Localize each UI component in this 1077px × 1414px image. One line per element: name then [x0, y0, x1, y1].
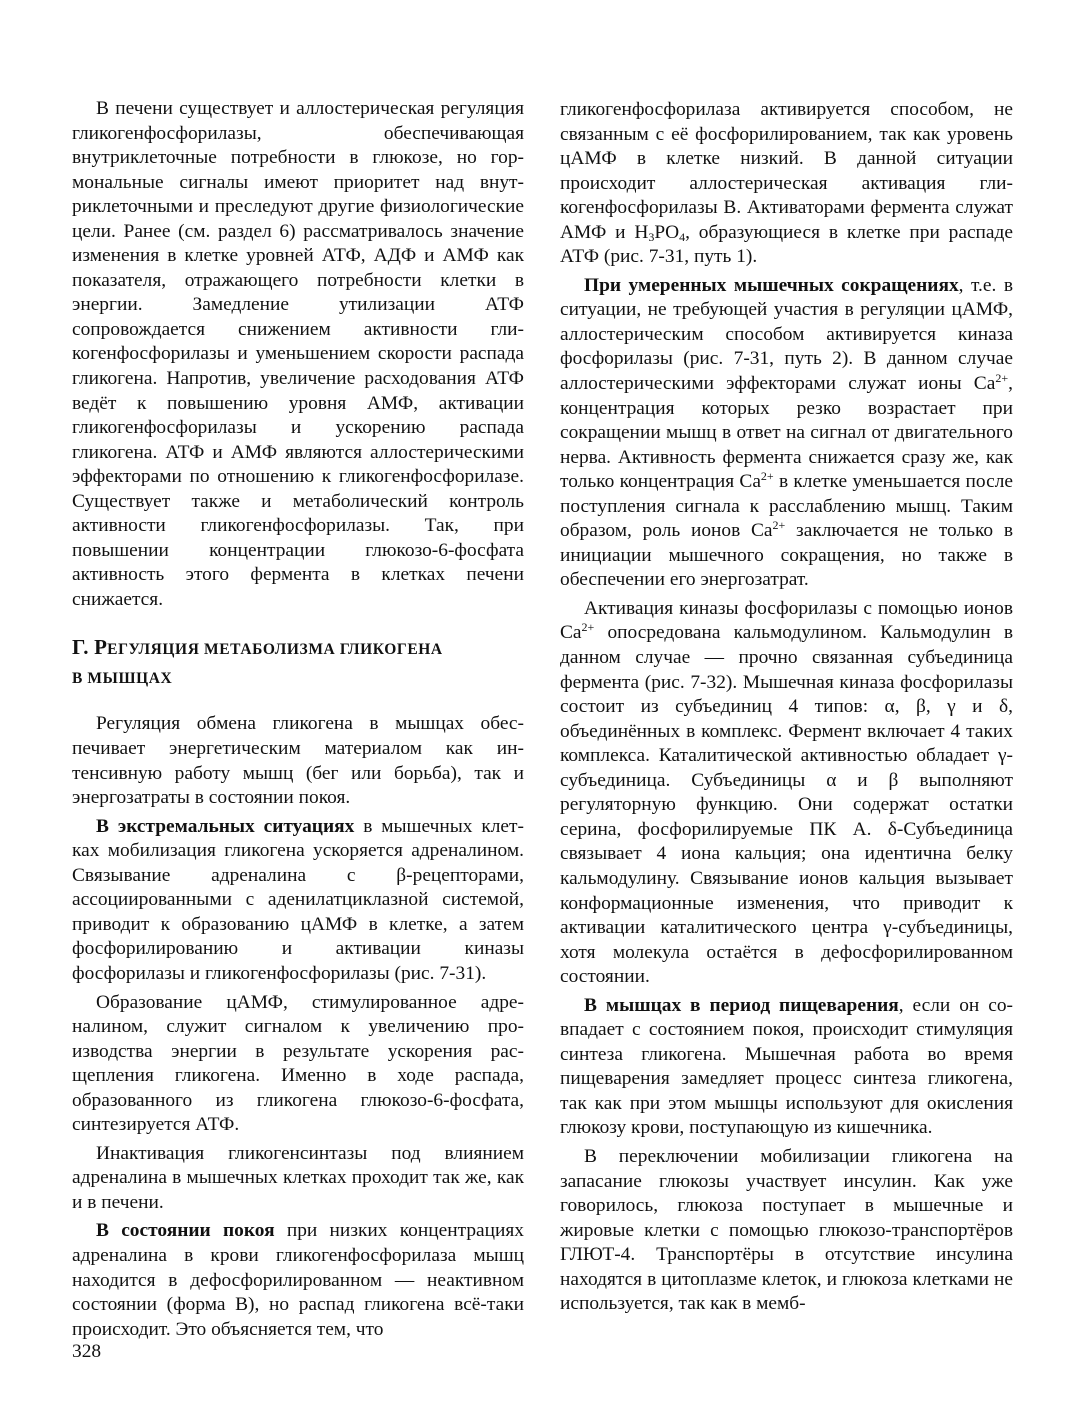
paragraph: В экстремальных ситуациях в мышечных клетках мобилизация гликогена ускоряется адреналином. Связывание адреналина с β-рецепторами, ассоциированными с аденилатциклазной системой, приводит к образованию цАМФ в клетке, а затем фосфорилированию и активации киназы фосфорилазы и гликогенфосфорилазы (рис. 7-31).: [72, 815, 524, 984]
paragraph: Регуляция обмена гликогена в мышцах обеспечивает энергетическим материалом как интенсивную работу мышц (бег или борьба), так и энергозатраты в состоянии покоя.: [72, 713, 524, 809]
page-number: 328: [72, 1341, 102, 1362]
paragraph: Образование цАМФ, стимулированное адреналином, служит сигналом к увеличению производства энергии в результате ускорения расщепления гликогена. Именно в ходе распада, образованного из гликогена глюкозо-6-фосфата, синтезируется АТФ.: [72, 991, 524, 1136]
paragraph: гликогенфосфорилаза активируется способом, не связанным с её фосфорилированием, так как уровень цАМФ в клетке низкий. В данной ситуации происходит аллостерическая активация гликогенфосфорилазы В. Активаторами фермента служат АМФ и $H_3PO_4$, образующиеся в клетке при распаде АТФ (рис. 7-31, путь 1).: [560, 99, 1014, 268]
section-heading: Г. РЕГУЛЯЦИЯ МЕТАБОЛИЗМА ГЛИКОГЕНА В МЫШЦАХ: [72, 635, 443, 688]
paragraph: В печени существует и аллостерическая регуляция гликогенфосфорилазы, обеспечивающая внутриклеточные потребности в глюкозе, но гормональные сигналы имеют приоритет над внутриклеточными и преследуют другие физиологические цели. Ранее (см. раздел 6) рассматривалось значение изменения в клетке уровней АТФ, АДФ и АМФ как показателя, отражающего потребности клетки в энергии. Замедление утилизации АТФ сопровождается снижением активности гликогенфосфорилазы и уменьшением скорости распада гликогена. Напротив, увеличение расходования АТФ ведёт к повышению уровня АМФ, активации гликогенфосфорилазы и ускорению распада гликогена. АТФ и АМФ являются аллостерическими эффекторами по отношению к гликогенфосфорилазе. Существует также и метаболический контроль активности гликогенфосфорилазы. Так, при повышении концентрации глюкозо-6-фосфата активность этого фермента в клетках печени снижается.: [72, 98, 524, 610]
paragraph: В состоянии покоя при низких концентрациях адреналина в крови гликогенфосфорилаза мышц находится в дефосфорилированном — неактивном состоянии (форма В), но распад гликогена всё-таки происходит. Это объясняется тем, что: [72, 1220, 524, 1340]
paragraph: В переключении мобилизации гликогена на запасание глюкозы участвует инсулин. Как уже говорилось, глюкоза поступает в мышечные и жировые клетки с помощью глюкозо-транспортёров ГЛЮТ-4. Транспортёры в отсутствие инсулина находятся в цитоплазме клеток, и глюкоза клетками не используется, так как в мемб-: [560, 1145, 1013, 1315]
paragraph: В мышцах в период пищеварения, если он совпадает с состоянием покоя, происходит стимуляция синтеза гликогена. Мышечная работа во время пищеварения замедляет процесс синтеза гликогена, так как при этом мышцы используют для окисления глюкозу крови, поступающую из кишечника.: [560, 994, 1013, 1139]
paragraph: При умеренных мышечных сокращениях, т.е. в ситуации, не требующей участия в регуляции цАМФ, аллостерическим способом активируется киназа фосфорилазы (рис. 7-31, путь 2). В данном случае аллостерическими эффекторами служат ионы $Са^{2+}$, концентрация которых резко возрастает при сокращении мышц в ответ на сигнал от двигательного нерва. Активность фермента снижается сразу же, как только концентрация $Са^{2+}$ в клетке уменьшается после поступления сигнала к расслаблению мышц. Таким образом, роль ионов $Са^{2+}$ заключается не только в инициации мышечного сокращения, но также в обеспечении его энергозатрат.: [560, 274, 1014, 591]
paragraph: Инактивация гликогенсинтазы под влиянием адреналина в мышечных клетках проходит так же, как и в печени.: [72, 1142, 524, 1213]
right-column: [560, 98, 1013, 1321]
left-column: [72, 97, 524, 1346]
paragraph: Активация киназы фосфорилазы с помощью ионов $Са^{2+}$ опосредована кальмодулином. Кальмодулин в данном случае — прочно связанная субъединица фермента (рис. 7-32). Мышечная киназа фосфорилазы состоит из субъединиц 4 типов: α, β, γ и δ, объединённых в комплекс. Фермент включает 4 таких комплекса. Каталитической активностью обладает γ-субъединица. Субъединицы α и β выполняют регуляторную функцию. Они содержат остатки серина, фосфорилируемые ПК А. δ-Субъединица связывает 4 иона кальция; она идентична белку кальмодулину. Связывание ионов кальция вызывает конформационные изменения, что приводит к активации каталитического центра γ-субъединицы, хотя молекула остаётся в дефосфорилированном состоянии.: [560, 597, 1013, 988]
